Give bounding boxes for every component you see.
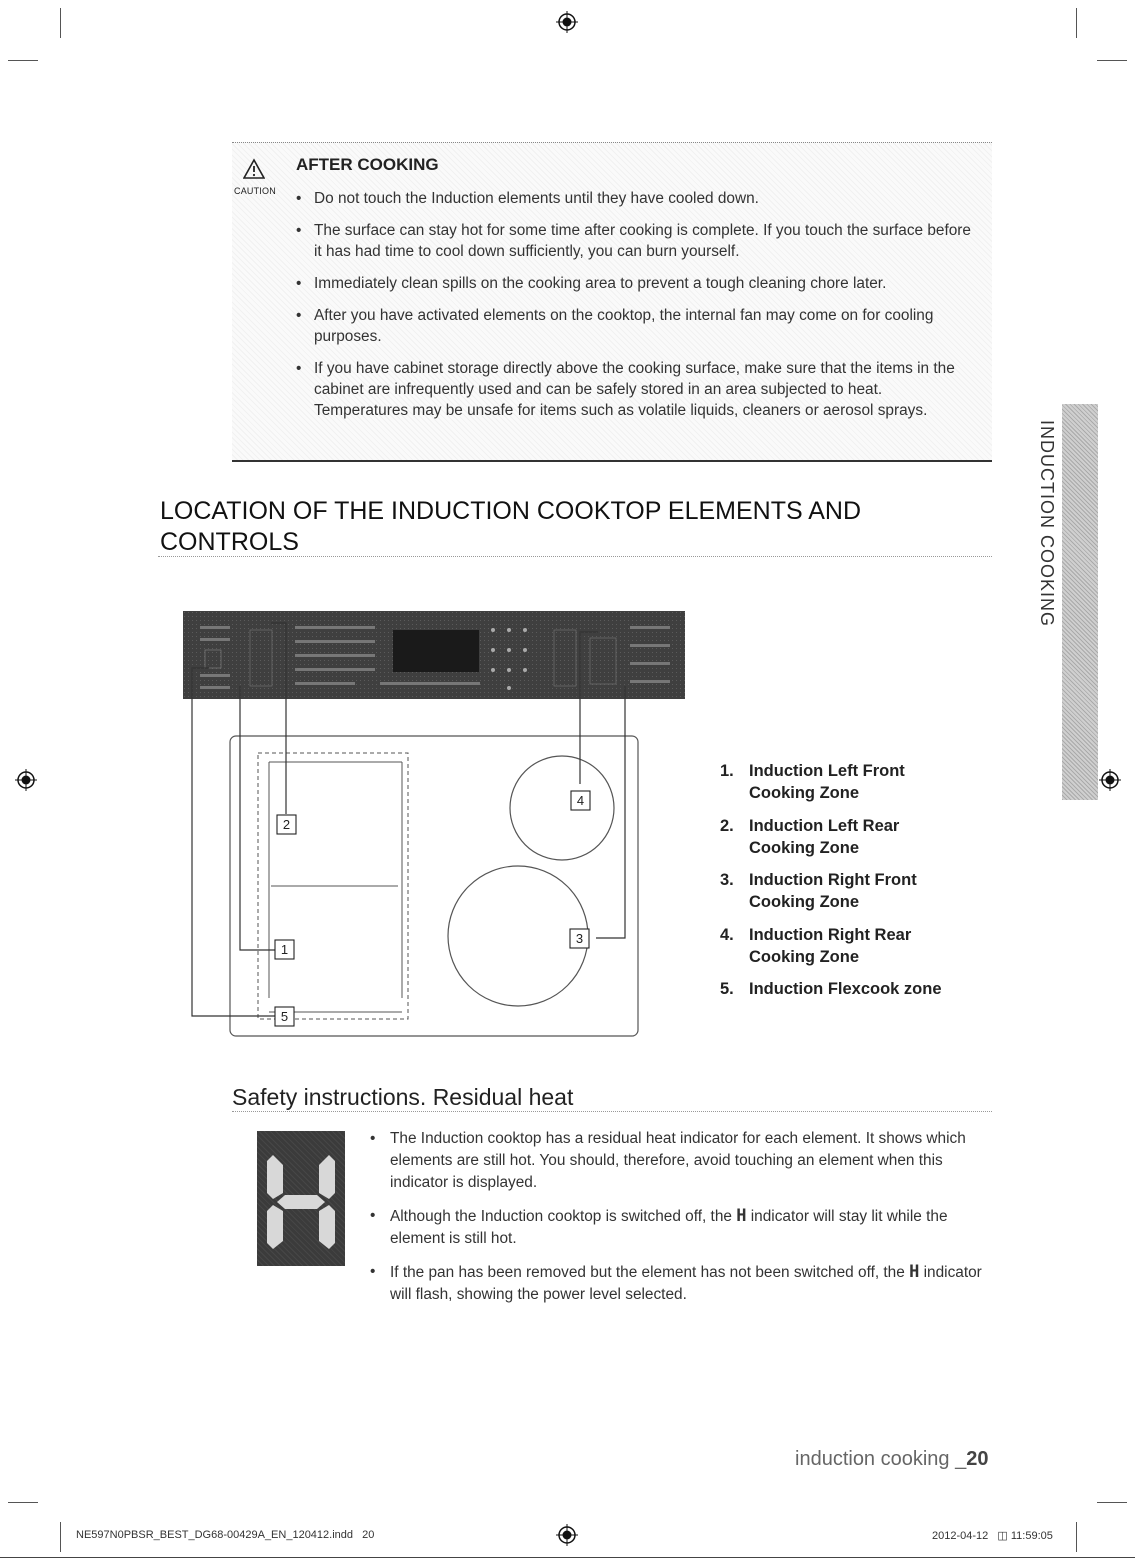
zone-item: [720, 815, 1010, 859]
h-indicator-glyph: H: [736, 1206, 747, 1226]
caution-item: • Immediately clean spills on the cooking area to prevent a tough cleaning chore later.: [294, 273, 974, 294]
right-rear-element: [510, 756, 614, 860]
zone-name: Induction Left Rear: [749, 816, 900, 835]
callout-4: 4: [576, 793, 585, 808]
zone-number: 4.: [720, 925, 734, 944]
zone-number: 2.: [720, 816, 734, 835]
crop-mark: [60, 1522, 61, 1552]
crop-mark: [8, 60, 38, 61]
callout-2: 2: [282, 817, 291, 832]
residual-heat-indicator-image: [257, 1131, 345, 1266]
zone-number: 1.: [720, 762, 734, 780]
zone-item: [720, 978, 1010, 1000]
right-front-element: [448, 866, 588, 1006]
zone-item: [720, 869, 1010, 913]
zone-name: Induction Right Front: [749, 871, 917, 889]
footer-section-name: induction cooking _: [795, 1448, 967, 1470]
crop-mark: [1097, 1502, 1127, 1503]
zone-name-cont: Cooking Zone: [749, 838, 859, 857]
h-segment-display-icon: [257, 1131, 345, 1266]
callout-1: 1: [280, 942, 289, 957]
caution-label: CAUTION: [234, 186, 276, 196]
registration-mark-icon: [556, 11, 578, 33]
caution-item: • The surface can stay hot for some time after cooking is complete. If you touch the surface before it has had time to cool down sufficiently, you can burn yourself.: [294, 220, 974, 262]
side-tab: [1062, 404, 1098, 800]
caution-list: [294, 188, 974, 432]
crop-mark: [1076, 1522, 1077, 1552]
residual-item: • The Induction cooktop has a residual heat indicator for each element. It shows which elements are still hot. You should, therefore, avoid touching an element when this indicator is displayed.: [368, 1128, 988, 1194]
section-rule: [158, 556, 992, 557]
side-tab-label: INDUCTION COOKING: [1037, 420, 1057, 628]
page-number: 20: [966, 1448, 989, 1470]
trim-line: [0, 1557, 1135, 1558]
print-slug-date: 2012-04-12 ◫ 11:59:05: [932, 1530, 1053, 1542]
crop-mark: [60, 8, 61, 38]
residual-heat-list: [368, 1128, 988, 1317]
residual-item: • Although the Induction cooktop is switched off, the H indicator will stay lit while the element is still hot.: [368, 1205, 988, 1250]
zone-name: Induction Right Rear: [749, 925, 912, 944]
crop-mark: [1097, 60, 1127, 61]
zone-list: [720, 760, 1010, 1011]
crop-mark: [8, 1502, 38, 1503]
zone-number: 3.: [720, 871, 734, 889]
caution-item: • After you have activated elements on the cooktop, the internal fan may come on for cooling purposes.: [294, 305, 974, 347]
caution-item: • If you have cabinet storage directly above the cooking surface, make sure that the items in the cabinet are infrequently used and can be safely stored in an area subjected to heat. Temperatures may be unsafe for items such as volatile liquids, cleaners or aerosol sprays.: [294, 358, 974, 421]
registration-mark-icon: [15, 769, 37, 791]
zone-name-cont: Cooking Zone: [749, 893, 859, 911]
registration-mark-icon: [1099, 769, 1121, 791]
zone-name-cont: Cooking Zone: [749, 947, 859, 966]
callout-5: 5: [280, 1009, 289, 1024]
registration-mark-icon: [556, 1524, 578, 1546]
zone-item: [720, 760, 1010, 804]
subsection-title: Safety instructions. Residual heat: [232, 1084, 574, 1110]
zone-name: Induction Flexcook zone: [749, 980, 942, 998]
crop-mark: [1076, 8, 1077, 38]
display-window: [393, 630, 479, 672]
zone-name: Induction Left Front: [749, 762, 905, 780]
subsection-rule: [232, 1111, 992, 1112]
caution-title: AFTER COOKING: [296, 155, 439, 174]
section-title: LOCATION OF THE INDUCTION COOKTOP ELEMENTS AND CONTROLS: [160, 497, 862, 556]
caution-triangle-icon: [243, 158, 265, 180]
callout-3: 3: [575, 931, 584, 946]
caution-item: • Do not touch the Induction elements until they have cooled down.: [294, 188, 974, 209]
page-footer: [795, 1448, 988, 1471]
zone-item: [720, 924, 1010, 968]
print-slug-file: NE597N0PBSR_BEST_DG68-00429A_EN_120412.indd 20: [76, 1529, 375, 1541]
h-indicator-glyph: H: [909, 1262, 920, 1282]
zone-number: 5.: [720, 980, 734, 998]
caution-box-bottom-rule: [232, 460, 992, 462]
residual-item: • If the pan has been removed but the element has not been switched off, the H indicator will flash, showing the power level selected.: [368, 1261, 988, 1306]
zone-name-cont: Cooking Zone: [749, 784, 859, 802]
cooktop-diagram: [180, 608, 690, 1048]
